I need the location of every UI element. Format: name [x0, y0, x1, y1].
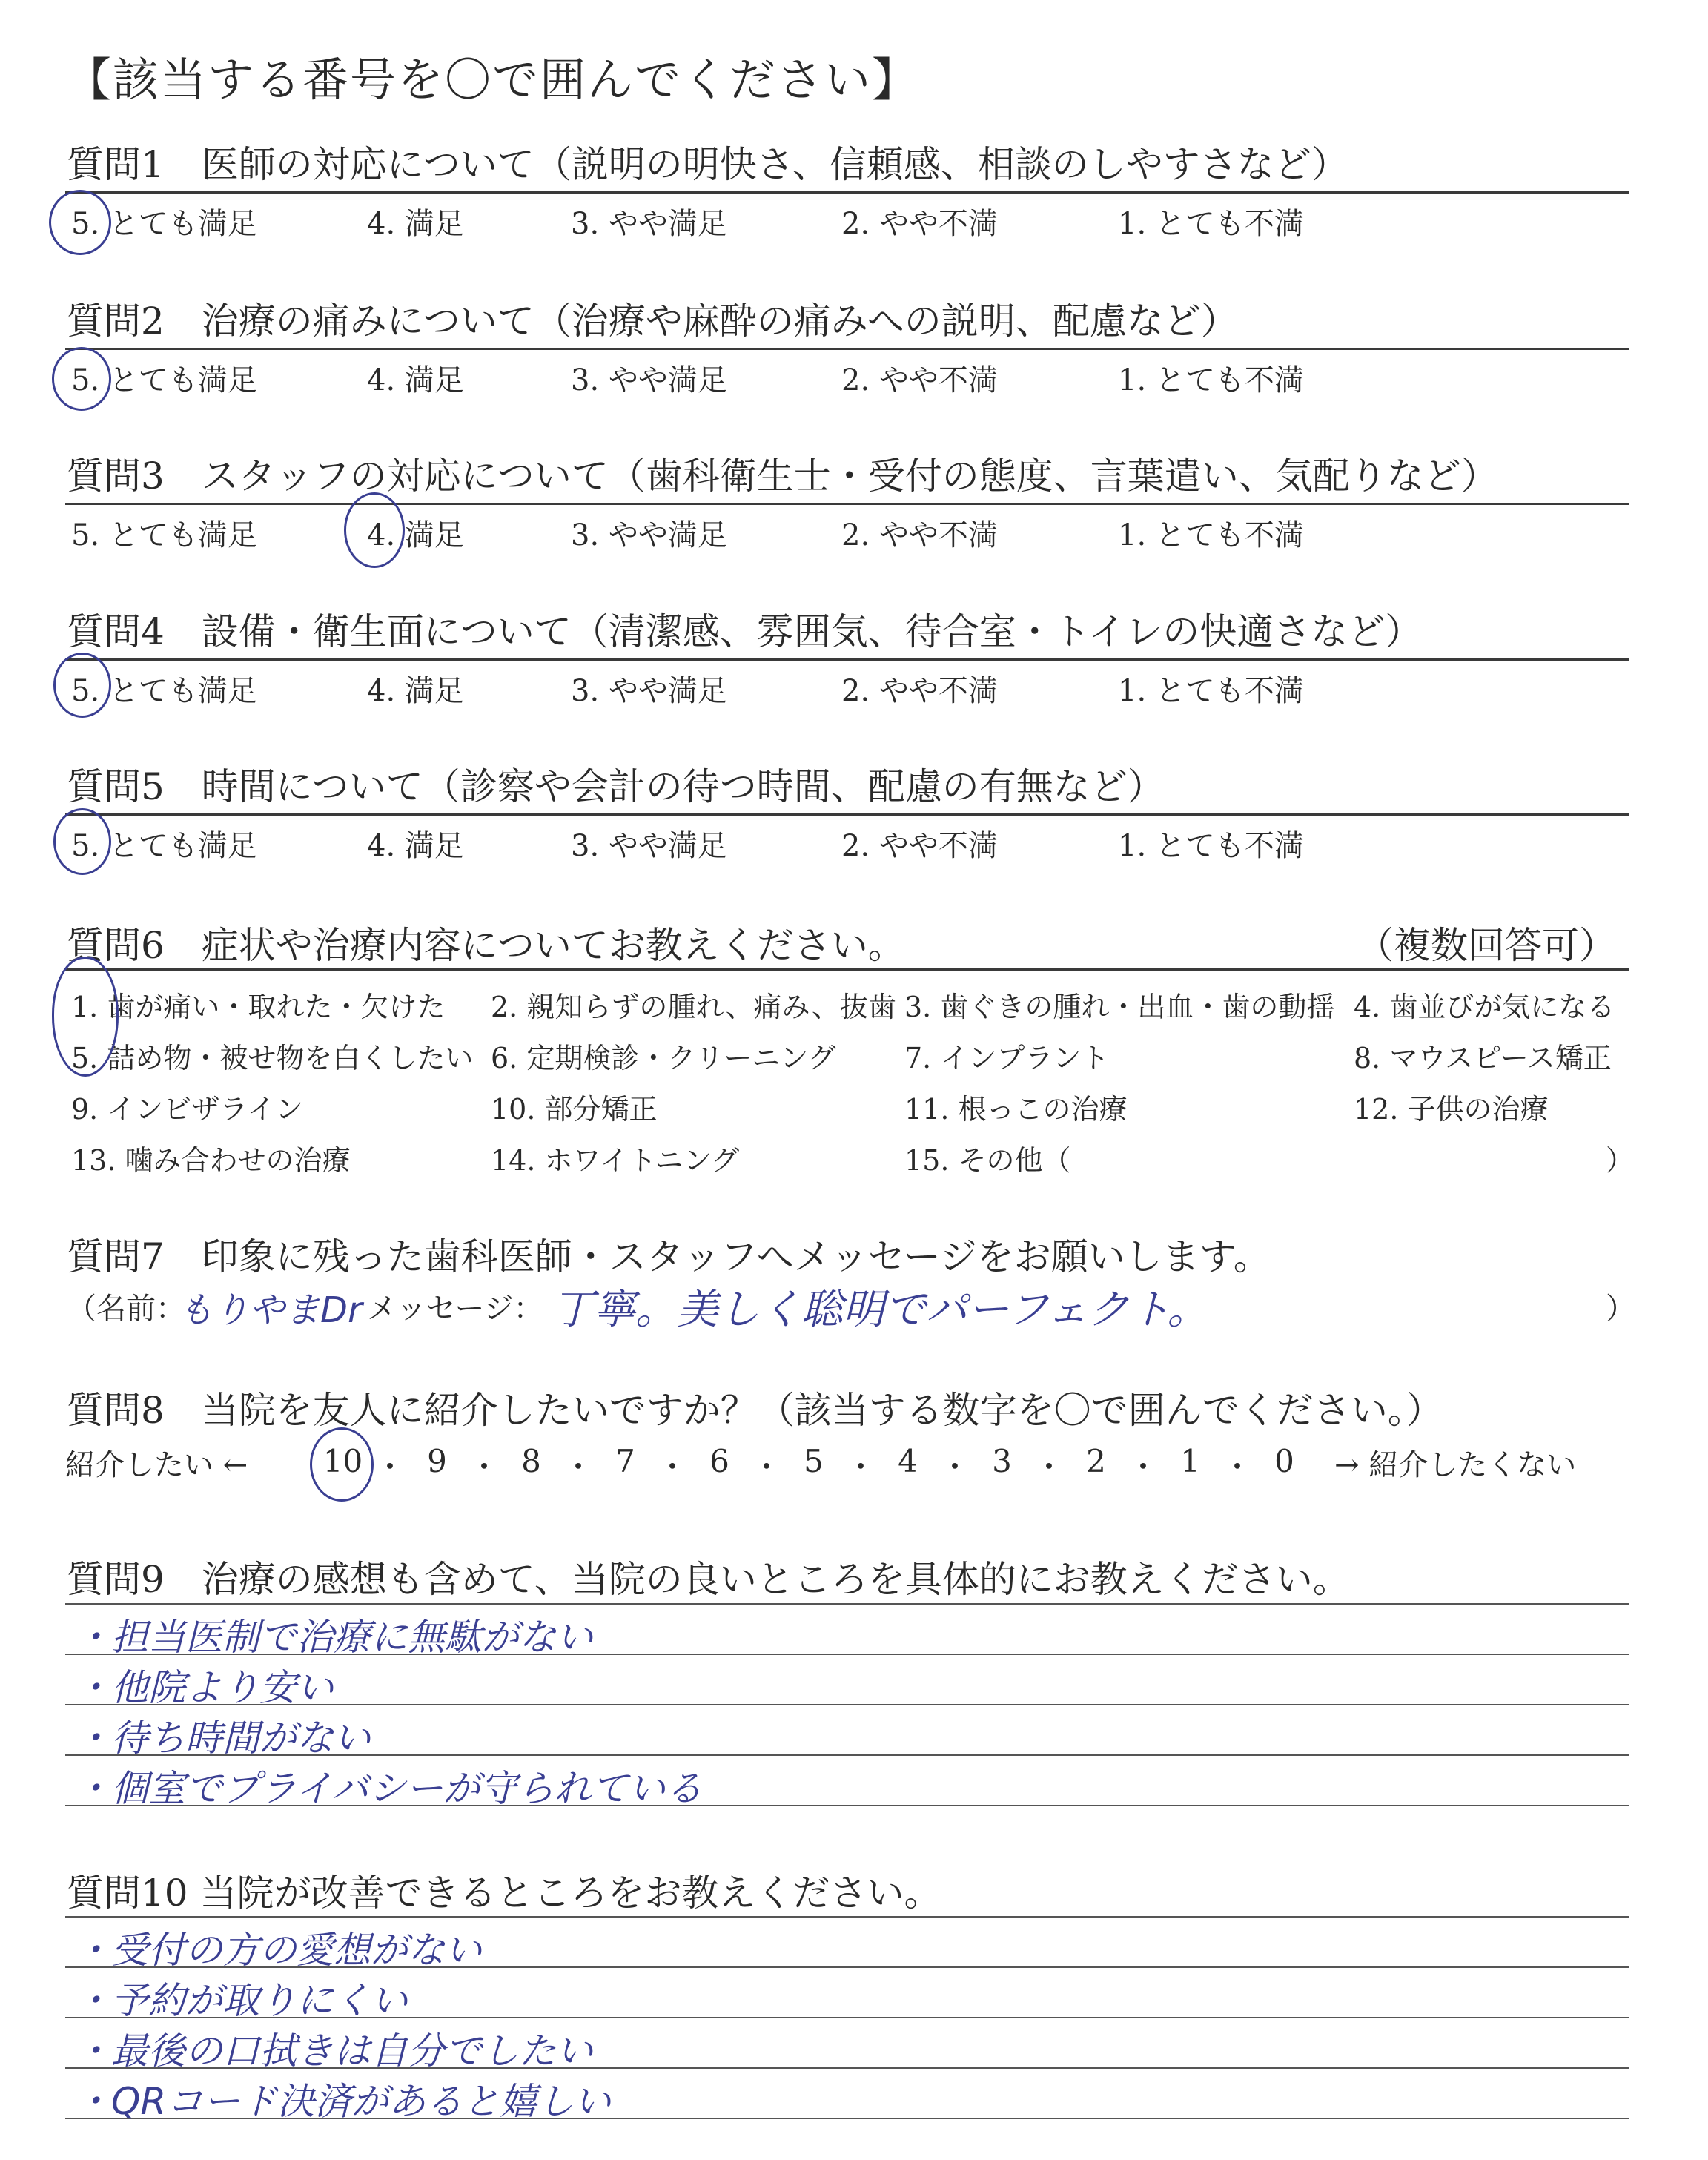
- q10-rule-1: [65, 1916, 1629, 1918]
- page-header: 【該当する番号を〇で囲んでください】: [65, 53, 920, 107]
- q2-option-1[interactable]: 1. とても不満: [1118, 363, 1304, 397]
- q6-option-15[interactable]: 15. その他（: [904, 1144, 1071, 1177]
- q9-answer-2[interactable]: ・他院より安い: [74, 1666, 334, 1709]
- q5-option-4[interactable]: 4. 満足: [367, 829, 464, 863]
- q9-answer-4[interactable]: ・個室でプライバシーが守られている: [74, 1767, 703, 1810]
- q3-option-4[interactable]: 4. 満足: [367, 518, 464, 552]
- q6-note: （複数回答可）: [1357, 924, 1616, 967]
- q9-answer-1[interactable]: ・担当医制で治療に無駄がない: [74, 1616, 593, 1659]
- q4-option-1[interactable]: 1. とても不満: [1118, 674, 1304, 708]
- q6-option-9[interactable]: 9. インビザライン: [71, 1093, 304, 1126]
- q4-option-4[interactable]: 4. 満足: [367, 674, 464, 708]
- q8-selection-circle: [310, 1427, 374, 1502]
- q1-title: 質問1 医師の対応について（説明の明快さ、信頼感、相談のしやすさなど）: [67, 143, 1348, 186]
- q10-answer-2[interactable]: ・予約が取りにくい: [74, 1979, 408, 2022]
- q10-answer-4[interactable]: ・QRコード決済があると嬉しい: [74, 2080, 612, 2123]
- q7-name-value[interactable]: もりやまDr: [178, 1289, 363, 1331]
- q5-option-3[interactable]: 3. やや満足: [571, 829, 727, 863]
- q8-left-label: 紹介したい ←: [65, 1448, 248, 1482]
- q7-name-label: （名前：: [67, 1292, 185, 1326]
- q2-option-2[interactable]: 2. やや不満: [841, 363, 998, 397]
- q1-option-2[interactable]: 2. やや不満: [841, 207, 998, 241]
- q3-title: 質問3 スタッフの対応について（歯科衛生士・受付の態度、言葉遣い、気配りなど）: [67, 455, 1498, 498]
- q6-option-4[interactable]: 4. 歯並びが気になる: [1354, 991, 1615, 1023]
- q8-scale-8[interactable]: 8: [521, 1443, 541, 1479]
- q6-title: 質問6 症状や治療内容についてお教えください。: [67, 924, 905, 967]
- q6-option-10[interactable]: 10. 部分矯正: [491, 1093, 658, 1126]
- q6-option-1[interactable]: 1. 歯が痛い・取れた・欠けた: [71, 991, 446, 1023]
- q2-option-3[interactable]: 3. やや満足: [571, 363, 727, 397]
- q2-option-4[interactable]: 4. 満足: [367, 363, 464, 397]
- q6-option-12[interactable]: 12. 子供の治療: [1354, 1093, 1549, 1126]
- q4-rule: [65, 658, 1629, 661]
- q8-scale-sep: ・: [469, 1449, 500, 1485]
- q8-scale-sep: ・: [1128, 1449, 1159, 1485]
- q8-scale-7[interactable]: 7: [615, 1443, 635, 1479]
- q2-selection-circle: [52, 347, 111, 411]
- q1-option-1[interactable]: 1. とても不満: [1118, 207, 1304, 241]
- q9-title: 質問9 治療の感想も含めて、当院の良いところを具体的にお教えください。: [67, 1558, 1350, 1601]
- q6-option-14[interactable]: 14. ホワイトニング: [491, 1144, 740, 1177]
- q4-option-2[interactable]: 2. やや不満: [841, 674, 998, 708]
- q5-option-2[interactable]: 2. やや不満: [841, 829, 998, 863]
- q8-scale-9[interactable]: 9: [427, 1443, 447, 1479]
- q5-title: 質問5 時間について（診察や会計の待つ時間、配慮の有無など）: [67, 765, 1165, 808]
- q4-option-3[interactable]: 3. やや満足: [571, 674, 727, 708]
- q10-answer-3[interactable]: ・最後の口拭きは自分でしたい: [74, 2029, 593, 2073]
- q6-rule: [65, 968, 1629, 971]
- q4-title: 質問4 設備・衛生面について（清潔感、雰囲気、待合室・トイレの快適さなど）: [67, 610, 1423, 653]
- q1-selection-circle: [49, 190, 111, 255]
- q8-scale-10[interactable]: 10: [322, 1443, 363, 1479]
- q6-option-2[interactable]: 2. 親知らずの腫れ、痛み、抜歯: [491, 991, 896, 1023]
- q6-option-7[interactable]: 7. インプラント: [904, 1042, 1110, 1074]
- q3-option-5[interactable]: 5. とても満足: [71, 518, 257, 552]
- q5-rule: [65, 813, 1629, 816]
- q8-scale-sep: ・: [657, 1449, 689, 1485]
- q3-option-2[interactable]: 2. やや不満: [841, 518, 998, 552]
- q1-option-5[interactable]: 5. とても満足: [71, 207, 257, 241]
- q8-scale-6[interactable]: 6: [709, 1443, 729, 1479]
- q2-option-5[interactable]: 5. とても満足: [71, 363, 257, 397]
- q10-title: 質問10 当院が改善できるところをお教えください。: [67, 1872, 941, 1915]
- q7-title: 質問7 印象に残った歯科医師・スタッフへメッセージをお願いします。: [67, 1235, 1271, 1278]
- q8-scale-sep: ・: [374, 1449, 406, 1485]
- q6-option-8[interactable]: 8. マウスピース矯正: [1354, 1042, 1612, 1074]
- q6-option-6[interactable]: 6. 定期検診・クリーニング: [491, 1042, 836, 1074]
- q8-scale-sep: ・: [751, 1449, 783, 1485]
- q8-scale: [311, 1443, 1316, 1487]
- q3-rule: [65, 503, 1629, 505]
- q7-message-label: メッセージ：: [367, 1292, 543, 1326]
- q5-selection-circle: [53, 808, 111, 875]
- q8-scale-sep: ・: [939, 1449, 971, 1485]
- q10-answer-1[interactable]: ・受付の方の愛想がない: [74, 1929, 482, 1972]
- q2-title: 質問2 治療の痛みについて（治療や麻酔の痛みへの説明、配慮など）: [67, 300, 1238, 343]
- q1-option-3[interactable]: 3. やや満足: [571, 207, 727, 241]
- q6-option-3[interactable]: 3. 歯ぐきの腫れ・出血・歯の動揺: [904, 991, 1335, 1023]
- q6-selection-circle: [52, 957, 119, 1077]
- q4-selection-circle: [53, 653, 111, 718]
- q5-option-5[interactable]: 5. とても満足: [71, 829, 257, 863]
- q8-scale-1[interactable]: 1: [1180, 1443, 1200, 1479]
- q8-scale-0[interactable]: 0: [1274, 1443, 1294, 1479]
- q8-scale-sep: ・: [845, 1449, 877, 1485]
- q9-rule-1: [65, 1603, 1629, 1605]
- q8-scale-sep: ・: [1033, 1449, 1065, 1485]
- q8-scale-4[interactable]: 4: [898, 1443, 918, 1479]
- q3-option-3[interactable]: 3. やや満足: [571, 518, 727, 552]
- q8-scale-5[interactable]: 5: [804, 1443, 824, 1479]
- q8-scale-3[interactable]: 3: [992, 1443, 1012, 1479]
- q1-option-4[interactable]: 4. 満足: [367, 207, 464, 241]
- q6-option-13[interactable]: 13. 噛み合わせの治療: [71, 1144, 351, 1177]
- q7-close-paren: ）: [1606, 1292, 1635, 1326]
- q2-rule: [65, 348, 1629, 350]
- q9-answer-3[interactable]: ・待ち時間がない: [74, 1717, 371, 1760]
- q6-other-close-paren: ）: [1606, 1144, 1635, 1177]
- q8-title: 質問8 当院を友人に紹介したいですか？（該当する数字を〇で囲んでください。）: [67, 1389, 1443, 1432]
- q8-right-label: → 紹介したくない: [1334, 1448, 1577, 1482]
- q3-selection-circle: [344, 492, 405, 568]
- q3-option-1[interactable]: 1. とても不満: [1118, 518, 1304, 552]
- q6-option-11[interactable]: 11. 根っこの治療: [904, 1093, 1128, 1126]
- q1-rule: [65, 191, 1629, 194]
- q8-scale-sep: ・: [563, 1449, 595, 1485]
- q8-scale-sep: ・: [1222, 1449, 1254, 1485]
- q4-option-5[interactable]: 5. とても満足: [71, 674, 257, 708]
- q6-option-5[interactable]: 5. 詰め物・被せ物を白くしたい: [71, 1042, 474, 1074]
- q5-option-1[interactable]: 1. とても不満: [1118, 829, 1304, 863]
- q8-scale-2[interactable]: 2: [1086, 1443, 1106, 1479]
- q7-message-value[interactable]: 丁寧。美しく聡明でパーフェクト。: [552, 1286, 1209, 1334]
